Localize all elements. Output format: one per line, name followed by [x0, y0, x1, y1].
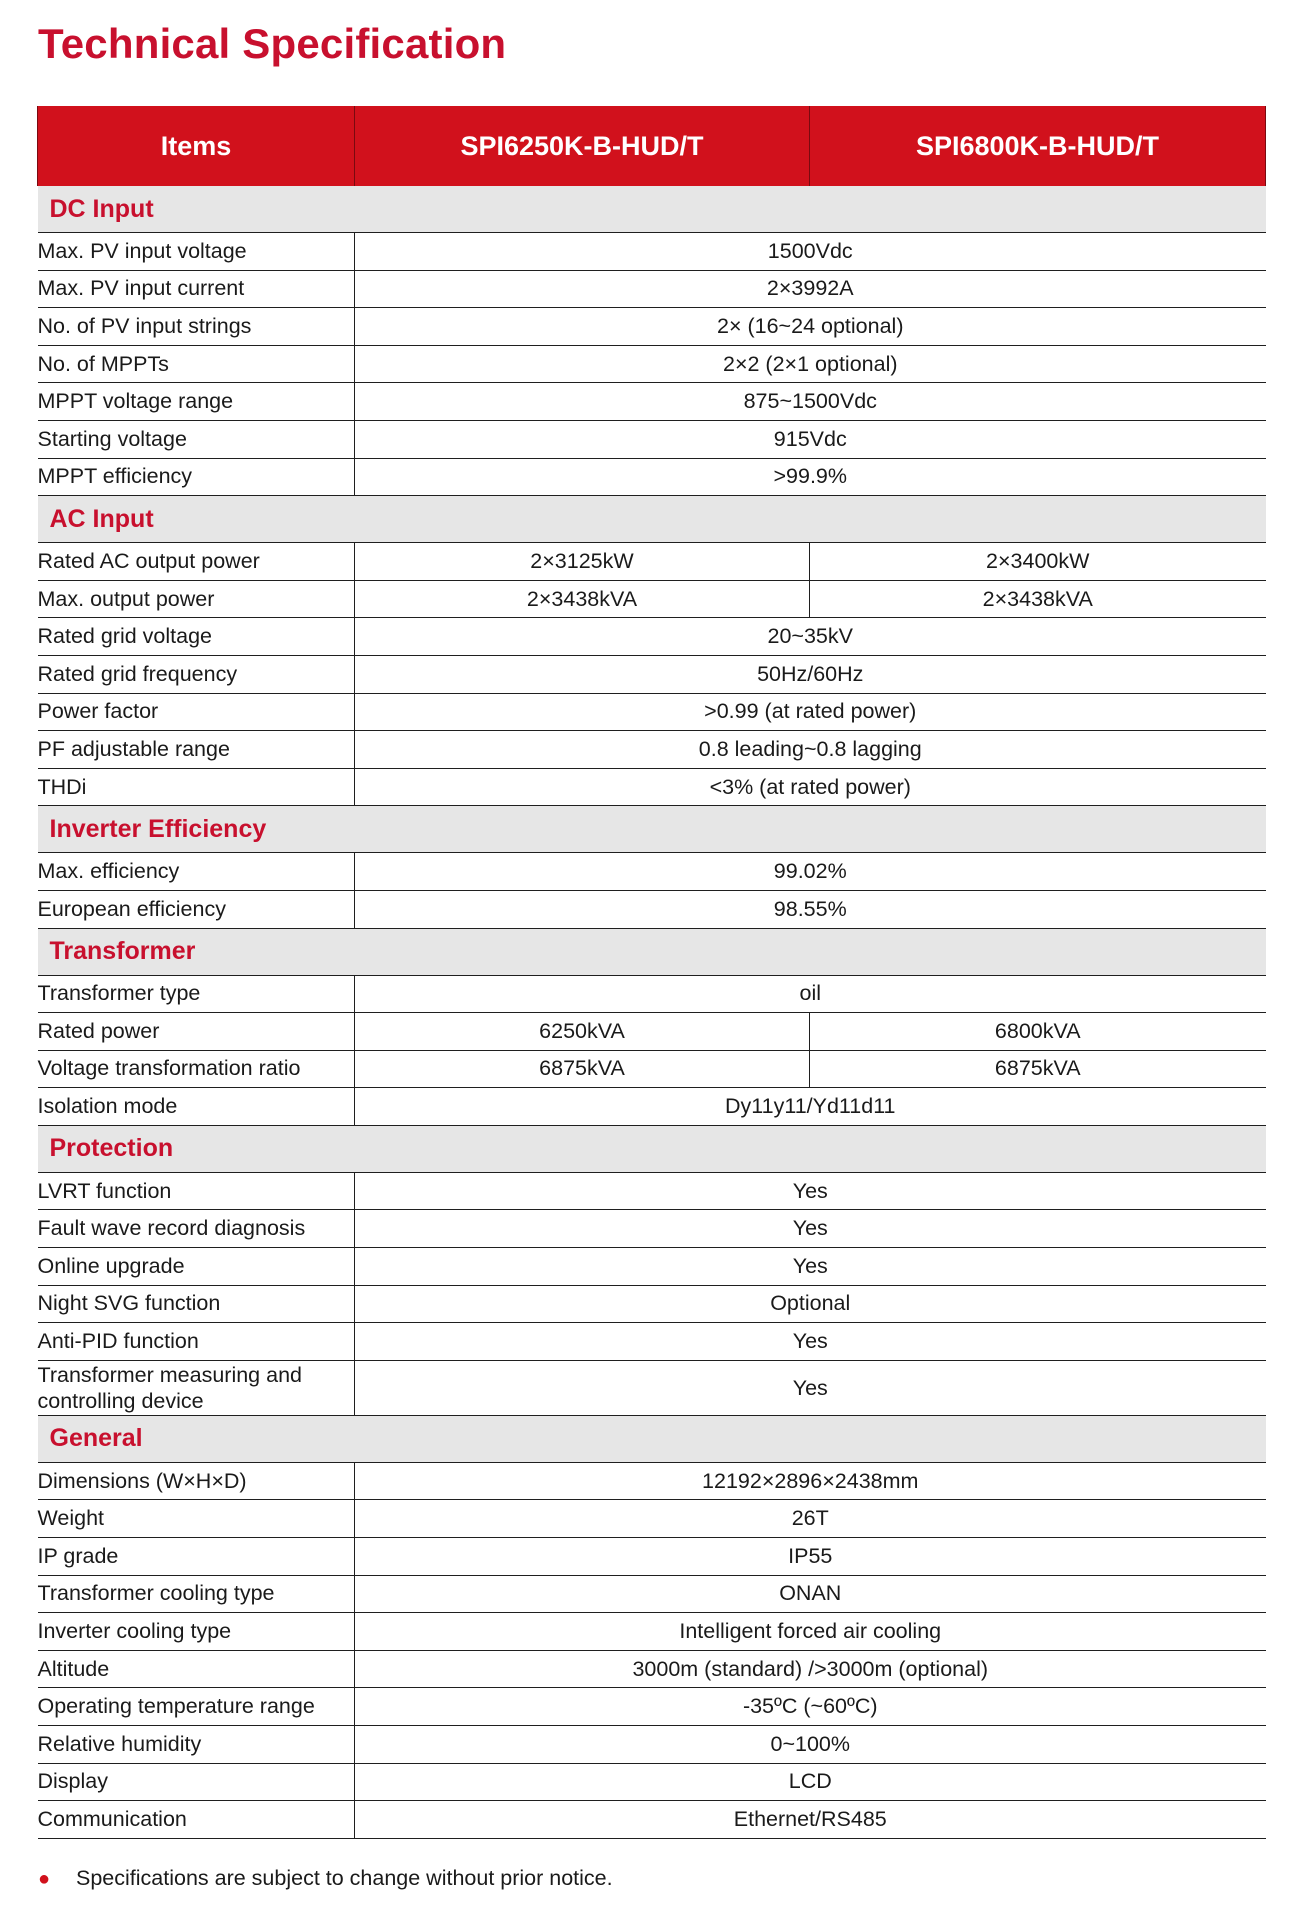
row-label: European efficiency — [38, 890, 355, 928]
section-header — [38, 1125, 1266, 1172]
row-value: Yes — [355, 1210, 1266, 1248]
table-row — [38, 420, 1266, 458]
table-row — [38, 1050, 1266, 1088]
header-model-a: SPI6250K-B-HUD/T — [355, 106, 810, 186]
row-value: 875~1500Vdc — [355, 383, 1266, 421]
section-header — [38, 496, 1266, 543]
row-label: Max. efficiency — [38, 853, 355, 891]
table-row — [38, 1462, 1266, 1500]
footnote — [38, 1866, 613, 1891]
row-label: Rated grid voltage — [38, 618, 355, 656]
row-label: Weight — [38, 1500, 355, 1538]
row-value: 915Vdc — [355, 420, 1266, 458]
table-row — [38, 1726, 1266, 1764]
section-header — [38, 186, 1266, 233]
row-value: 26T — [355, 1500, 1266, 1538]
table-row — [38, 1763, 1266, 1801]
row-value-model-b: 6875kVA — [810, 1050, 1266, 1088]
row-value: 2×2 (2×1 optional) — [355, 345, 1266, 383]
row-value-model-b: 2×3400kW — [810, 543, 1266, 581]
table-row — [38, 308, 1266, 346]
section-title: Inverter Efficiency — [38, 806, 1266, 853]
table-row — [38, 1013, 1266, 1051]
table-row — [38, 233, 1266, 271]
row-value: 50Hz/60Hz — [355, 655, 1266, 693]
table-row — [38, 890, 1266, 928]
row-value-model-a: 6250kVA — [355, 1013, 810, 1051]
row-value: <3% (at rated power) — [355, 768, 1266, 806]
row-value: Optional — [355, 1285, 1266, 1323]
row-value: >99.9% — [355, 458, 1266, 496]
row-label: Isolation mode — [38, 1088, 355, 1126]
table-row — [38, 1210, 1266, 1248]
row-label: Display — [38, 1763, 355, 1801]
row-value: Yes — [355, 1360, 1266, 1415]
row-label: Starting voltage — [38, 420, 355, 458]
row-label: Rated power — [38, 1013, 355, 1051]
table-row — [38, 1538, 1266, 1576]
table-row — [38, 1500, 1266, 1538]
spec-body — [38, 186, 1266, 1838]
table-row — [38, 345, 1266, 383]
row-label: Max. output power — [38, 580, 355, 618]
row-label: MPPT voltage range — [38, 383, 355, 421]
section-header — [38, 806, 1266, 853]
row-value: IP55 — [355, 1538, 1266, 1576]
footnote-text: Specifications are subject to change without prior notice. — [76, 1866, 613, 1890]
row-value: ONAN — [355, 1575, 1266, 1613]
section-title: DC Input — [38, 186, 1266, 233]
row-label: Voltage transformation ratio — [38, 1050, 355, 1088]
row-label: Power factor — [38, 693, 355, 731]
table-row — [38, 1613, 1266, 1651]
bullet-icon: ● — [38, 1868, 51, 1890]
row-value-model-b: 6800kVA — [810, 1013, 1266, 1051]
row-label: PF adjustable range — [38, 731, 355, 769]
row-label: THDi — [38, 768, 355, 806]
table-row — [38, 1285, 1266, 1323]
row-value: oil — [355, 975, 1266, 1013]
row-value: Dy11y11/Yd11d11 — [355, 1088, 1266, 1126]
row-label: Altitude — [38, 1650, 355, 1688]
table-row — [38, 693, 1266, 731]
table-row — [38, 458, 1266, 496]
table-row — [38, 580, 1266, 618]
section-title: Protection — [38, 1125, 1266, 1172]
row-value: 2×3992A — [355, 270, 1266, 308]
row-label: Communication — [38, 1801, 355, 1839]
row-label: Transformer measuring and controlling device — [38, 1360, 355, 1415]
row-label: Online upgrade — [38, 1248, 355, 1286]
row-label: Fault wave record diagnosis — [38, 1210, 355, 1248]
table-row — [38, 1575, 1266, 1613]
row-value-model-b: 2×3438kVA — [810, 580, 1266, 618]
row-value: Yes — [355, 1323, 1266, 1361]
table-row — [38, 975, 1266, 1013]
table-row — [38, 1688, 1266, 1726]
row-value: 0~100% — [355, 1726, 1266, 1764]
row-label: Transformer cooling type — [38, 1575, 355, 1613]
table-row — [38, 543, 1266, 581]
section-header — [38, 1415, 1266, 1462]
row-value: Yes — [355, 1248, 1266, 1286]
section-title: General — [38, 1415, 1266, 1462]
row-label: Operating temperature range — [38, 1688, 355, 1726]
row-label: Max. PV input current — [38, 270, 355, 308]
table-header-row — [38, 106, 1266, 186]
table-row — [38, 1650, 1266, 1688]
row-label: No. of MPPTs — [38, 345, 355, 383]
spec-table — [37, 106, 1266, 1839]
table-row — [38, 768, 1266, 806]
row-label: Rated AC output power — [38, 543, 355, 581]
row-value: -35ºC (~60ºC) — [355, 1688, 1266, 1726]
row-value: 1500Vdc — [355, 233, 1266, 271]
row-value-model-a: 2×3125kW — [355, 543, 810, 581]
table-row — [38, 1248, 1266, 1286]
row-label: Rated grid frequency — [38, 655, 355, 693]
row-label: Anti-PID function — [38, 1323, 355, 1361]
row-label: No. of PV input strings — [38, 308, 355, 346]
table-row — [38, 655, 1266, 693]
row-label: MPPT efficiency — [38, 458, 355, 496]
row-label: Inverter cooling type — [38, 1613, 355, 1651]
table-row — [38, 618, 1266, 656]
table-row — [38, 1088, 1266, 1126]
row-value: 0.8 leading~0.8 lagging — [355, 731, 1266, 769]
table-row — [38, 270, 1266, 308]
row-value: 3000m (standard) />3000m (optional) — [355, 1650, 1266, 1688]
section-header — [38, 928, 1266, 975]
row-label: Night SVG function — [38, 1285, 355, 1323]
section-title: AC Input — [38, 496, 1266, 543]
row-value: 99.02% — [355, 853, 1266, 891]
table-row — [38, 853, 1266, 891]
table-row — [38, 1172, 1266, 1210]
table-row — [38, 1801, 1266, 1839]
row-label: Transformer type — [38, 975, 355, 1013]
page-title: Technical Specification — [38, 20, 507, 67]
row-label: Dimensions (W×H×D) — [38, 1462, 355, 1500]
table-row — [38, 1323, 1266, 1361]
row-value: 20~35kV — [355, 618, 1266, 656]
header-items: Items — [38, 106, 355, 186]
row-value: Intelligent forced air cooling — [355, 1613, 1266, 1651]
row-label: IP grade — [38, 1538, 355, 1576]
row-value: 2× (16~24 optional) — [355, 308, 1266, 346]
row-value: 12192×2896×2438mm — [355, 1462, 1266, 1500]
row-label: LVRT function — [38, 1172, 355, 1210]
row-value-model-a: 6875kVA — [355, 1050, 810, 1088]
row-value: >0.99 (at rated power) — [355, 693, 1266, 731]
row-value: LCD — [355, 1763, 1266, 1801]
header-model-b: SPI6800K-B-HUD/T — [810, 106, 1266, 186]
row-value: Yes — [355, 1172, 1266, 1210]
row-value: 98.55% — [355, 890, 1266, 928]
row-label: Relative humidity — [38, 1726, 355, 1764]
table-row — [38, 1360, 1266, 1415]
section-title: Transformer — [38, 928, 1266, 975]
row-value-model-a: 2×3438kVA — [355, 580, 810, 618]
table-row — [38, 731, 1266, 769]
row-label: Max. PV input voltage — [38, 233, 355, 271]
table-row — [38, 383, 1266, 421]
row-value: Ethernet/RS485 — [355, 1801, 1266, 1839]
